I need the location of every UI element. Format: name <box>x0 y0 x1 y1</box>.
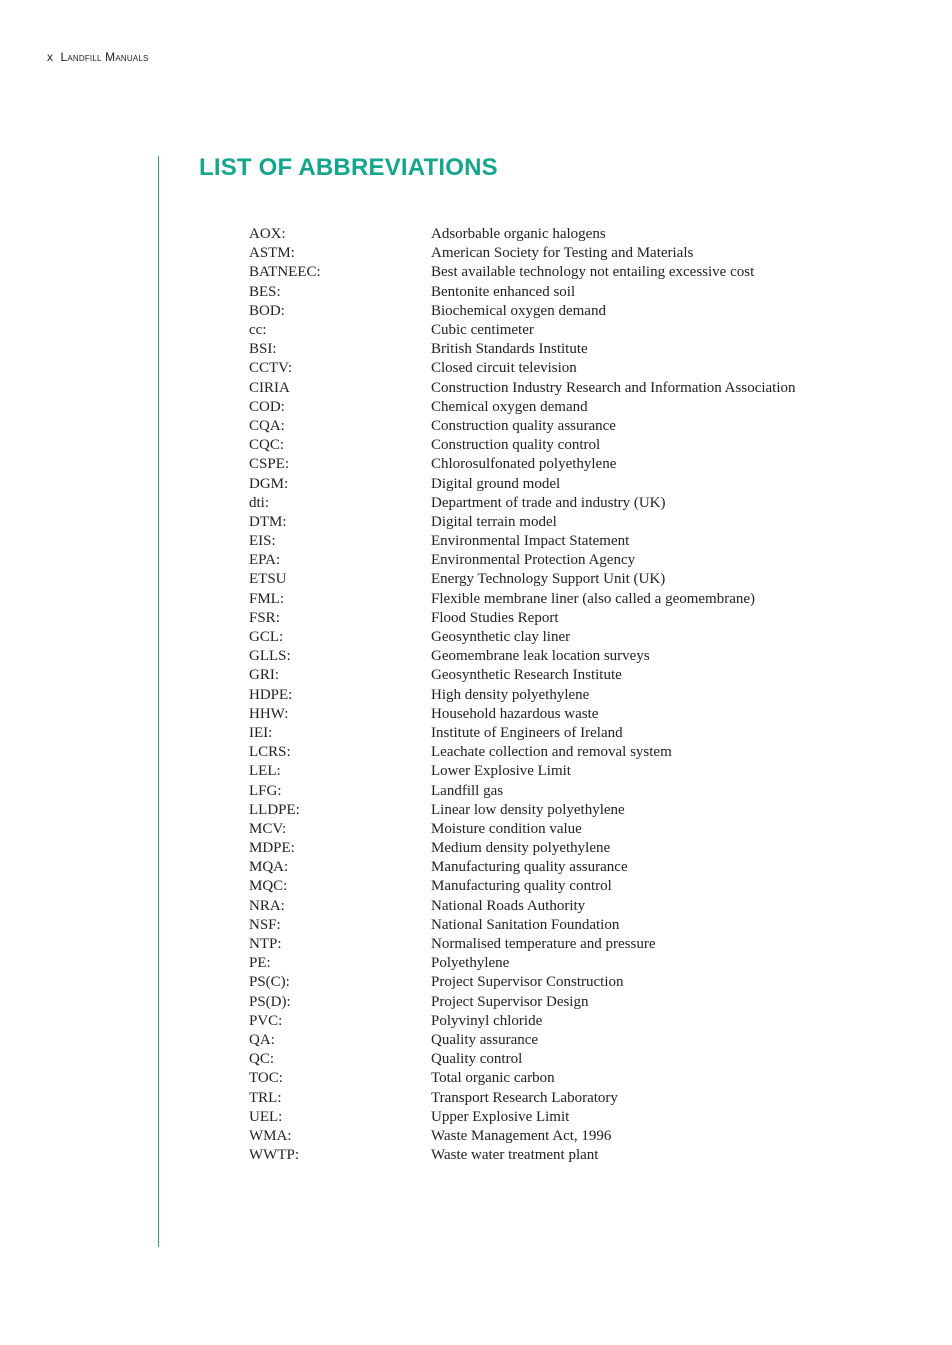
abbreviation-definition: Biochemical oxygen demand <box>431 302 606 319</box>
abbreviation-row <box>249 897 889 916</box>
abbreviation-term: CQA: <box>249 417 285 434</box>
abbreviation-definition: Project Supervisor Construction <box>431 974 624 991</box>
abbreviation-term: MQC: <box>249 878 288 895</box>
abbreviation-definition: Medium density polyethylene <box>431 840 611 857</box>
abbreviation-row <box>249 1012 889 1031</box>
abbreviation-term: GRI: <box>249 667 279 684</box>
manual-title: Landfill Manuals <box>60 50 149 64</box>
abbreviation-term: LFG: <box>249 782 282 799</box>
abbreviation-definition: Leachate collection and removal system <box>431 744 672 761</box>
abbreviation-row <box>249 686 889 705</box>
abbreviation-definition: Flexible membrane liner (also called a geomembrane) <box>431 590 756 607</box>
abbreviation-row <box>249 705 889 724</box>
abbreviation-row <box>249 321 889 340</box>
abbreviation-term: cc: <box>249 322 267 339</box>
abbreviation-definition: Cubic centimeter <box>431 322 534 339</box>
abbreviation-definition: Department of trade and industry (UK) <box>431 494 666 511</box>
abbreviation-definition: Waste water treatment plant <box>431 1147 599 1164</box>
abbreviation-term: PVC: <box>249 1012 283 1029</box>
abbreviation-definition: Digital ground model <box>431 475 561 492</box>
abbreviation-row <box>249 398 889 417</box>
abbreviation-row <box>249 474 889 493</box>
abbreviation-definition: Flood Studies Report <box>431 609 559 626</box>
abbreviation-term: TRL: <box>249 1089 282 1106</box>
abbreviation-definition: Digital terrain model <box>431 513 557 530</box>
abbreviation-term: WWTP: <box>249 1147 299 1164</box>
abbreviation-definition: Household hazardous waste <box>431 705 599 722</box>
abbreviation-term: LLDPE: <box>249 801 300 818</box>
abbreviation-term: CCTV: <box>249 360 293 377</box>
abbreviation-row <box>249 570 889 589</box>
abbreviation-definition: Chemical oxygen demand <box>431 398 588 415</box>
abbreviation-row <box>249 666 889 685</box>
abbreviation-definition: Geosynthetic Research Institute <box>431 667 622 684</box>
abbreviation-row <box>249 916 889 935</box>
abbreviation-term: COD: <box>249 398 285 415</box>
abbreviation-definition: Closed circuit television <box>431 360 577 377</box>
abbreviation-term: EIS: <box>249 533 276 550</box>
abbreviation-row <box>249 1146 889 1165</box>
abbreviation-row <box>249 801 889 820</box>
abbreviation-definition: Institute of Engineers of Ireland <box>431 724 623 741</box>
abbreviation-term: PS(D): <box>249 993 291 1010</box>
abbreviation-row <box>249 609 889 628</box>
abbreviation-row <box>249 724 889 743</box>
abbreviation-term: NTP: <box>249 936 282 953</box>
abbreviation-definition: American Society for Testing and Materials <box>431 245 694 262</box>
abbreviation-term: MCV: <box>249 820 287 837</box>
abbreviation-row <box>249 1069 889 1088</box>
abbreviation-row <box>249 417 889 436</box>
abbreviation-term: BOD: <box>249 302 285 319</box>
abbreviation-row <box>249 628 889 647</box>
abbreviation-term: HDPE: <box>249 686 293 703</box>
abbreviation-definition: Normalised temperature and pressure <box>431 936 656 953</box>
abbreviation-row <box>249 954 889 973</box>
abbreviation-definition: Lower Explosive Limit <box>431 763 571 780</box>
abbreviation-row <box>249 839 889 858</box>
abbreviation-definition: Moisture condition value <box>431 820 582 837</box>
abbreviation-term: AOX: <box>249 226 286 243</box>
abbreviation-row <box>249 781 889 800</box>
abbreviation-term: FML: <box>249 590 285 607</box>
abbreviation-term: IEI: <box>249 724 273 741</box>
abbreviation-term: GLLS: <box>249 648 291 665</box>
abbreviation-row <box>249 820 889 839</box>
abbreviation-definition: Quality control <box>431 1051 523 1068</box>
abbreviation-row <box>249 340 889 359</box>
abbreviation-term: NSF: <box>249 916 281 933</box>
abbreviation-term: HHW: <box>249 705 289 722</box>
abbreviation-definition: Geosynthetic clay liner <box>431 629 571 646</box>
abbreviation-definition: Waste Management Act, 1996 <box>431 1127 612 1144</box>
abbreviation-row <box>249 1108 889 1127</box>
abbreviation-definition: Transport Research Laboratory <box>431 1089 618 1106</box>
abbreviation-definition: High density polyethylene <box>431 686 590 703</box>
abbreviation-term: MQA: <box>249 859 289 876</box>
abbreviation-row <box>249 494 889 513</box>
abbreviation-row <box>249 302 889 321</box>
abbreviation-definition: Environmental Impact Statement <box>431 533 630 550</box>
abbreviation-row <box>249 263 889 282</box>
abbreviation-term: BES: <box>249 283 281 300</box>
margin-rule <box>158 156 159 1247</box>
abbreviation-row <box>249 590 889 609</box>
abbreviation-term: ETSU <box>249 571 287 588</box>
abbreviation-definition: Adsorbable organic halogens <box>431 226 606 243</box>
abbreviation-list <box>249 225 889 1165</box>
abbreviation-row <box>249 283 889 302</box>
abbreviation-row <box>249 647 889 666</box>
abbreviation-row <box>249 225 889 244</box>
abbreviation-term: LCRS: <box>249 744 291 761</box>
abbreviation-row <box>249 359 889 378</box>
abbreviation-row <box>249 973 889 992</box>
abbreviation-definition: Best available technology not entailing excessive cost <box>431 264 755 281</box>
abbreviation-term: CIRIA <box>249 379 290 396</box>
abbreviation-term: LEL: <box>249 763 281 780</box>
abbreviation-definition: Energy Technology Support Unit (UK) <box>431 571 666 588</box>
abbreviation-row <box>249 379 889 398</box>
abbreviation-definition: Manufacturing quality assurance <box>431 859 628 876</box>
abbreviation-term: MDPE: <box>249 840 295 857</box>
abbreviation-term: PE: <box>249 955 271 972</box>
abbreviation-term: DTM: <box>249 513 287 530</box>
abbreviation-term: QA: <box>249 1031 275 1048</box>
abbreviation-row <box>249 513 889 532</box>
abbreviation-definition: Chlorosulfonated polyethylene <box>431 456 617 473</box>
abbreviation-row <box>249 762 889 781</box>
abbreviation-row <box>249 743 889 762</box>
abbreviation-definition: Quality assurance <box>431 1031 539 1048</box>
abbreviation-row <box>249 858 889 877</box>
abbreviation-term: UEL: <box>249 1108 283 1125</box>
abbreviation-row <box>249 877 889 896</box>
abbreviation-row <box>249 1031 889 1050</box>
abbreviation-term: BSI: <box>249 341 277 358</box>
abbreviation-term: CSPE: <box>249 456 290 473</box>
abbreviation-term: dti: <box>249 494 270 511</box>
abbreviation-definition: Total organic carbon <box>431 1070 555 1087</box>
abbreviation-term: FSR: <box>249 609 280 626</box>
abbreviation-term: EPA: <box>249 552 281 569</box>
abbreviation-definition: Construction Industry Research and Information Association <box>431 379 796 396</box>
abbreviation-row <box>249 532 889 551</box>
abbreviation-definition: Construction quality control <box>431 437 601 454</box>
abbreviation-definition: Project Supervisor Design <box>431 993 589 1010</box>
abbreviation-term: TOC: <box>249 1070 283 1087</box>
abbreviation-term: BATNEEC: <box>249 264 321 281</box>
abbreviation-definition: Environmental Protection Agency <box>431 552 636 569</box>
abbreviation-definition: Upper Explosive Limit <box>431 1108 570 1125</box>
abbreviation-row <box>249 935 889 954</box>
abbreviation-definition: Polyethylene <box>431 955 510 972</box>
abbreviation-definition: Manufacturing quality control <box>431 878 612 895</box>
section-title: LIST OF ABBREVIATIONS <box>199 154 498 181</box>
abbreviation-row <box>249 551 889 570</box>
page-number: x <box>47 50 54 64</box>
abbreviation-definition: Polyvinyl chloride <box>431 1012 543 1029</box>
abbreviation-row <box>249 1088 889 1107</box>
abbreviation-row <box>249 993 889 1012</box>
abbreviation-row <box>249 436 889 455</box>
abbreviation-row <box>249 455 889 474</box>
abbreviation-definition: Geomembrane leak location surveys <box>431 648 650 665</box>
abbreviation-term: CQC: <box>249 437 285 454</box>
abbreviation-term: NRA: <box>249 897 285 914</box>
abbreviation-row <box>249 244 889 263</box>
abbreviation-term: QC: <box>249 1051 275 1068</box>
abbreviation-definition: Linear low density polyethylene <box>431 801 625 818</box>
abbreviation-term: ASTM: <box>249 245 295 262</box>
abbreviation-row <box>249 1050 889 1069</box>
abbreviation-definition: National Sanitation Foundation <box>431 916 620 933</box>
abbreviation-term: WMA: <box>249 1127 292 1144</box>
abbreviation-row <box>249 1127 889 1146</box>
abbreviation-term: DGM: <box>249 475 289 492</box>
abbreviation-definition: National Roads Authority <box>431 897 586 914</box>
abbreviation-definition: Construction quality assurance <box>431 417 616 434</box>
running-header <box>47 50 149 64</box>
abbreviation-term: GCL: <box>249 629 284 646</box>
abbreviation-definition: Bentonite enhanced soil <box>431 283 576 300</box>
abbreviation-definition: Landfill gas <box>431 782 504 799</box>
abbreviation-definition: British Standards Institute <box>431 341 588 358</box>
abbreviation-term: PS(C): <box>249 974 290 991</box>
